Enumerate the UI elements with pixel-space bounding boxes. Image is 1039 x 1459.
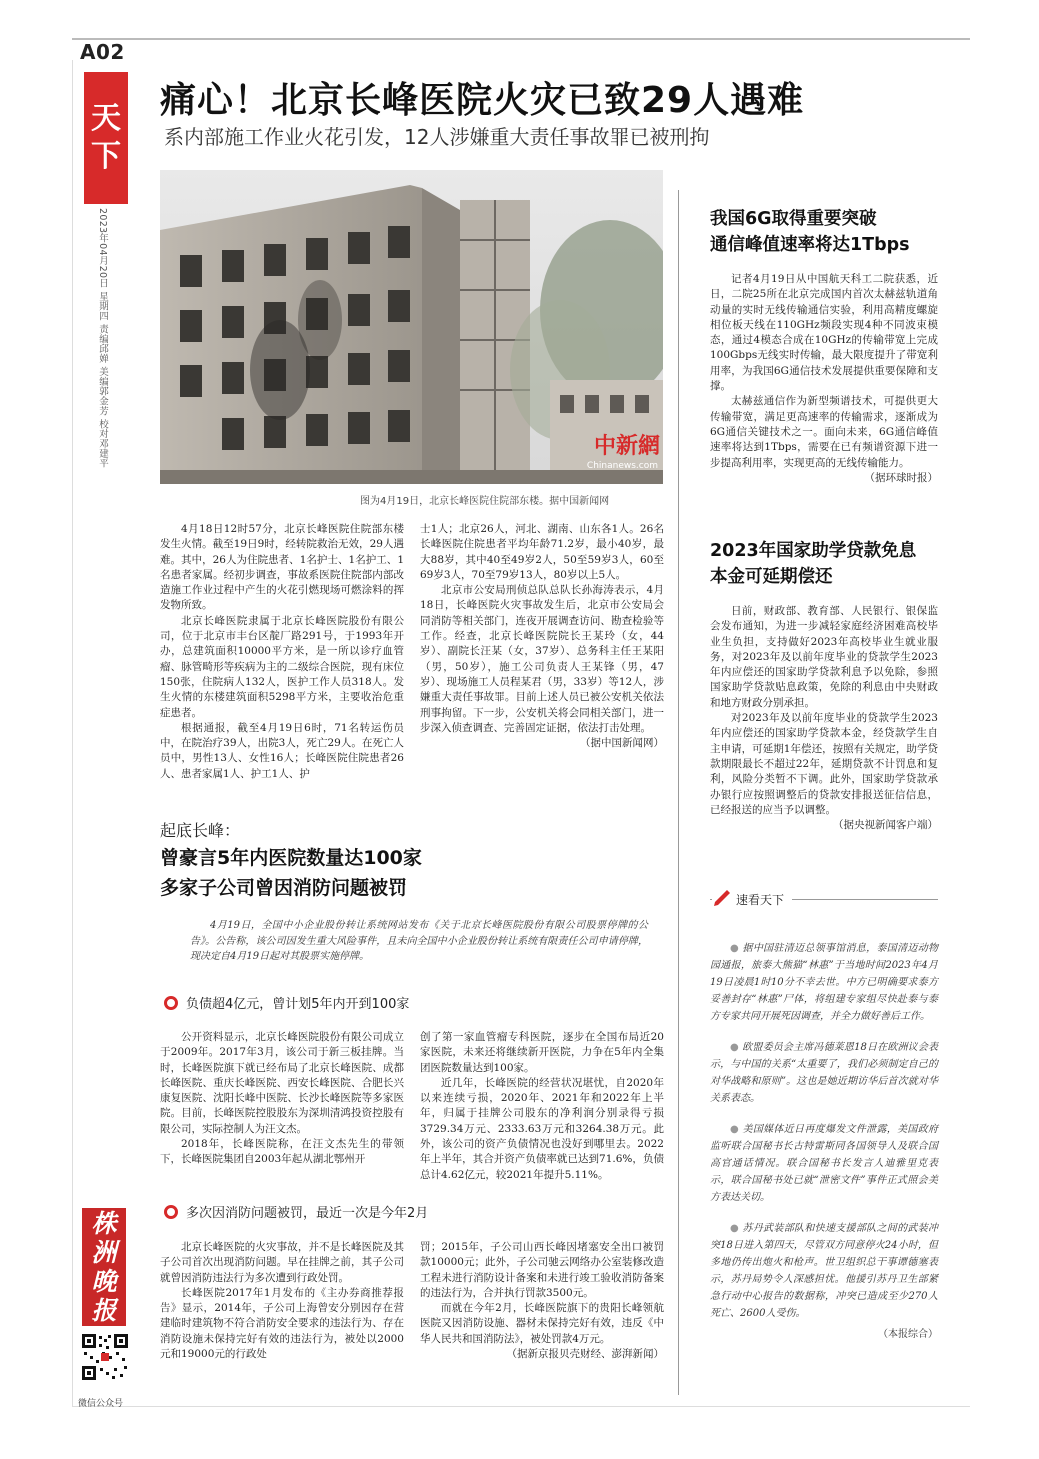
list-item: ● 苏丹武装部队和快速支援部队之间的武装冲突18日进入第四天，尽管双方同意停火24小时，但多地仍传出炮火和枪声。世卫组织总干事谭德塞表示，苏丹局势令人深感担忧。他援引苏丹卫生部紧急行动中心报告的数据称，冲突已造成至少270人死亡、2600人受伤。 [710, 1223, 938, 1319]
bullet-icon: ● [730, 1042, 743, 1053]
paragraph: 近几年，长峰医院的经营状况堪忧，自2020年以来连续亏损，2020年、2021年和2022年上半年，归属于挂牌公司股东的净利润分别录得亏损3729.34万元、2333.63万元和3264.38万元。此外，该公司的资产负债情况也没好到哪里去。2022年上半年，其合并资产负债率就已达到71.6%，负债总计4.62亿元，较2021年提升5.11%。 [420, 1076, 664, 1181]
main-headline: 痛心！北京长峰医院火灾已致29人遇难 [160, 80, 805, 121]
story1-title-line1: 我国6G取得重要突破 [710, 209, 877, 229]
feature-sec2-col1 [160, 1240, 404, 1362]
feature-kicker: 起底长峰： [160, 821, 241, 840]
article-source: （据央视新闻客户端） [833, 819, 938, 832]
section-tag [84, 72, 128, 204]
paragraph: 北京长峰医院的火灾事故，并不是长峰医院及其子公司首次出现消防问题。早在挂牌之前，其子公司就曾因消防违法行为多次遭到行政处罚。 [160, 1241, 404, 1284]
newspaper-logo: 株 洲 晚 报 [82, 1208, 126, 1326]
main-article-col1 [160, 522, 404, 782]
feature-sec1-col2 [420, 1030, 664, 1183]
wechat-label: 微信公众号 [78, 1399, 124, 1409]
quick-news-list [710, 940, 938, 1343]
article-source: （据新京报贝壳财经、澎湃新闻） [506, 1348, 664, 1361]
bullet-icon: ● [730, 943, 743, 954]
paragraph: 公开资料显示，北京长峰医院股份有限公司成立于2009年。2017年3月，该公司于新三板挂牌。当时，长峰医院旗下就已经布局了北京长峰医院、成都长峰医院、重庆长峰医院、西安长峰医院、合肥长兴康复医院、沈阳长峰中医院、长沙长峰医院等多家医院。目前，长峰医院控股股东为深圳清鸿投资控股有限公司，实际控制人为汪文杰。 [160, 1031, 404, 1135]
story1-body [710, 272, 938, 486]
paragraph: 4月18日12时57分，北京长峰医院住院部东楼发生火情。截至19日9时，经转院救治无效，29人遇难。其中，26人为住院患者、1名护士、1名护工、1名患者家属。经初步调查，事故系医院住院部内部改造施工作业过程中产生的火花引燃现场可燃涂料的挥发物所致。 [160, 523, 404, 612]
page-number: A02 [80, 40, 125, 64]
feature-subhead-1 [164, 993, 409, 1012]
column-divider [678, 190, 679, 1395]
paragraph: 士1人；北京26人，河北、湖南、山东各1人。26名长峰医院住院患者平均年龄71.2岁，最小40岁，最大88岁，其中40至49岁2人，50至59岁3人，60至69岁3人，70至79岁13人，80岁以上5人。 [420, 523, 664, 581]
list-item: ● 美国媒体近日再度爆发文件泄露，美国政府监听联合国秘书长古特雷斯同各国领导人及联合国高官通话情况。联合国秘书长发言人迪雅里克表示，联合国秘书处已就“泄密文件”事件正式照会美方表达关切。 [710, 1124, 938, 1203]
qr-code-icon[interactable] [82, 1334, 128, 1380]
paragraph: 北京长峰医院隶属于北京长峰医院股份有限公司，位于北京市丰台区靛厂路291号，于1993年开办，总建筑面积10000平方米，是一所以诊疗血管瘤、脉管畸形等疾病为主的二级综合医院，现有床位150张，住院病人132人，医护工作人员318人。发生火情的东楼建筑面积5298平方米，主要收治危重症患者。 [160, 614, 404, 719]
building-photo-illustration [160, 170, 663, 484]
quick-news-header [712, 890, 792, 908]
paragraph: 罚；2015年，子公司山西长峰因堵塞安全出口被罚款10000元；此外，子公司驰云网络办公室装修改造工程未进行消防设计备案和未进行竣工验收消防备案的违法行为，合并执行罚款3500元。 [420, 1241, 664, 1299]
paragraph: 2018年，长峰医院称，在汪文杰先生的带领下，长峰医院集团自2003年起从湖北鄂州开 [160, 1138, 404, 1166]
circle-bullet-icon [164, 996, 178, 1010]
main-subheadline: 系内部施工作业火花引发，12人涉嫌重大责任事故罪已被刑拘 [164, 125, 710, 149]
circle-bullet-icon [164, 1205, 178, 1219]
list-item: ● 据中国驻清迈总领事馆消息，泰国清迈动物园通报，旅泰大熊猫“林惠”于当地时间2023年4月19日凌晨1时10分不幸去世。中方已明确要求泰方妥善封存“林惠”尸体，将组建专家组尽快赴泰与泰方专家共同开展死因调查，并全力做好善后工作。 [710, 943, 938, 1022]
issue-meta: 2023年04月20日 星期四 责编邱婵 美编郭金芳 校对邓建平 [97, 208, 108, 469]
feature-sec1-col1 [160, 1030, 404, 1168]
pen-icon [712, 890, 732, 908]
bullet-icon: ● [730, 1124, 743, 1135]
top-rule [72, 38, 970, 40]
list-item: ● 欧盟委员会主席冯德莱恩18日在欧洲议会表示，与中国的关系“太重要了，我们必须制定自己的对华战略和原则”。这也是她近期访华后首次就对华关系表态。 [710, 1042, 938, 1104]
section-tag-char-1: 天 [91, 101, 121, 136]
paragraph: 创了第一家血管瘤专科医院，逐步在全国布局近20家医院，未来还将继续新开医院，力争在5年内全集团医院数量达到100家。 [420, 1031, 664, 1074]
feature-lead: 4月19日，全国中小企业股份转让系统网站发布《关于北京长峰医院股份有限公司股票停牌的公告》。公告称，该公司因发生重大风险事件，且未向全国中小企业股份转让系统有限责任公司申请停牌，现决定自4月19日起对其股票实施停牌。 [190, 920, 648, 962]
story2-title-line2: 本金可延期偿还 [710, 567, 833, 587]
news-photo [160, 170, 663, 484]
photo-caption: 图为4月19日，北京长峰医院住院部东楼。据中国新闻网 [360, 496, 610, 507]
article-source: （据中国新闻网） [580, 737, 664, 750]
story2-title-line1: 2023年国家助学贷款免息 [710, 541, 917, 561]
quick-news-source: （本报综合） [878, 1329, 938, 1340]
left-rule [72, 60, 73, 1406]
photo-watermark-url: Chinanews.com [586, 461, 658, 471]
paragraph: 记者4月19日从中国航天科工二院获悉，近日，二院25所在北京完成国内首次太赫兹轨道角动量的实时无线传输通信实验，利用高精度螺旋相位板天线在110GHz频段实现4种不同波束模态，通过4模态合成在10GHz的传输带宽上完成100Gbps无线实时传输，最大限度提升了带宽利用率，为我国6G通信技术发展提供重要保障和支撑。 [710, 273, 938, 393]
bottom-rule [72, 1406, 970, 1407]
main-article-col2 [420, 522, 664, 751]
paragraph: 对2023年及以前年度毕业的贷款学生2023年内应偿还的国家助学贷款本金，经贷款学生自主申请，可延期1年偿还，按照有关规定，助学贷款期限最长不超过22年，延期贷款不计罚息和复利，风险分类暂不下调。此外，国家助学贷款承办银行应按照调整后的贷款安排报送征信信息，已经报送的应当予以调整。 [710, 712, 938, 816]
section-tag-char-2: 下 [91, 139, 121, 174]
paragraph: 长峰医院2017年1月发布的《主办券商推荐报告》显示，2014年，子公司上海曾安分别因存在营建临时建筑物不符合消防安全要求的违法行为、存在消防设施未保持完好有效的违法行为，被处以2000元和19000元的行政处 [160, 1286, 404, 1361]
article-source: （据环球时报） [864, 471, 938, 484]
paragraph: 而就在今年2月，长峰医院旗下的贵阳长峰领航医院又因消防设施、器材未保持完好有效，违反《中华人民共和国消防法》，被处罚款4万元。 [420, 1302, 664, 1345]
quick-news-label: 速看天下 [736, 892, 785, 907]
feature-subhead-2 [164, 1202, 428, 1221]
subhead-label: 多次因消防问题被罚，最近一次是今年2月 [186, 1206, 429, 1221]
feature-sec2-col2 [420, 1240, 664, 1362]
feature-headline-1: 曾豪言5年内医院数量达100家 [160, 847, 422, 869]
bullet-icon: ● [730, 1223, 743, 1234]
paragraph: 太赫兹通信作为新型频谱技术，可提供更大传输带宽，满足更高速率的传输需求，逐渐成为6G通信关键技术之一。面向未来，6G通信峰值速率将达到1Tbps，需要在已有频谱资源下进一步提高利用率，实现更高的无线传输能力。 [710, 395, 938, 469]
story1-title-line2: 通信峰值速率将达1Tbps [710, 235, 910, 255]
paragraph: 日前，财政部、教育部、人民银行、银保监会发布通知，为进一步减轻家庭经济困难高校毕业生负担，支持做好2023年高校毕业生就业服务，对2023年及以前年度毕业的贷款学生2023年内应偿还的国家助学贷款利息予以免除，参照国家助学贷款贴息政策，免除的利息由中央财政和地方财政分别承担。 [710, 605, 938, 709]
story2-body [710, 604, 938, 833]
feature-headline-2: 多家子公司曾因消防问题被罚 [160, 877, 408, 899]
paragraph: 根据通报，截至4月19日6时，71名转运伤员中，在院治疗39人，出院3人，死亡29人。在死亡人员中，男性13人、女性16人；长峰医院住院患者26人、患者家属1人、护工1人、护 [160, 721, 404, 780]
photo-watermark: 中新網 [593, 433, 660, 459]
subhead-label: 负债超4亿元，曾计划5年内开到100家 [186, 997, 410, 1012]
paragraph: 北京市公安局刑侦总队总队长孙海涛表示，4月18日，长峰医院火灾事故发生后，北京市公安局会同消防等相关部门，连夜开展调查访问、勘查检验等工作。经查，北京长峰医院院长王某玲（女，44岁）、副院长汪某（女，37岁）、总务科主任王某阳（男，50岁），施工公司负责人王某锋（男，47岁）、现场施工人员程某君（男，33岁）等12人，涉嫌重大责任事故罪。目前上述人员已被公安机关依法刑事拘留。下一步，公安机关将会同相关部门，进一步深入侦查调查、完善固定证据，依法打击处理。 [420, 584, 664, 734]
